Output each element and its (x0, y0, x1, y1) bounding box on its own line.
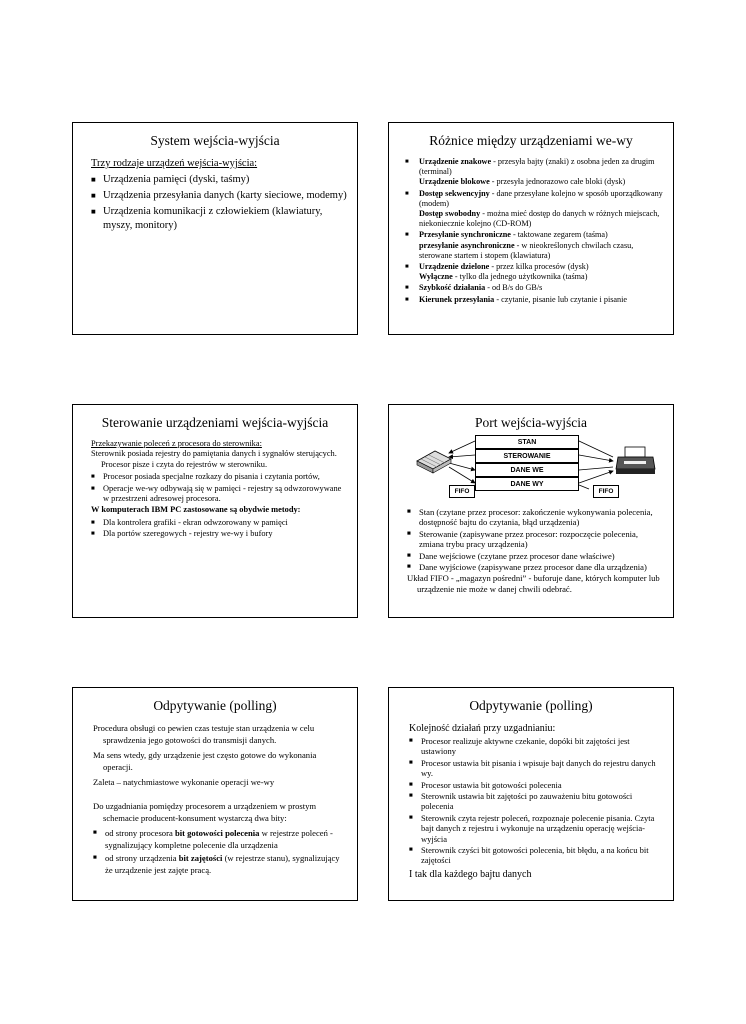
list-item: ■ Kierunek przesyłania - czytanie, pisanie lub czytanie i pisanie (405, 295, 663, 305)
list-item: ■ od strony urządzenia bit zajętości (w rejestrze stanu), sygnalizujący że urządzenie jest zajęte pracą. (93, 852, 347, 876)
fifo-note: Układ FIFO - „magazyn pośredni” - buforuje dane, których komputer lub urządzenie nie może w danej chwili odebrać. (407, 573, 660, 594)
list-item: ■ Dane wejściowe (czytane przez procesor dane właściwe) (407, 551, 663, 561)
bullet-list (407, 507, 663, 572)
list-item: ■ Dostęp sekwencyjny - dane przesyłane kolejno w sposób uporządkowany (modem) Dostęp swobodny - można mieć dostęp do danych w różnych miejscach, niekoniecznie kolejno (CD-ROM) (405, 189, 663, 230)
bullet-list (409, 736, 663, 866)
slide-footer: I tak dla każdego bajtu danych (409, 868, 532, 880)
slide-polling-1 (72, 687, 358, 901)
list-item: ■ Urządzenia komunikacji z człowiekiem (klawiatury, myszy, monitory) (91, 205, 347, 233)
list-item: ■ Procesor ustawia bit gotowości polecenia (409, 780, 663, 790)
list-item: ■ Urządzenie dzielone - przez kilka procesów (dysk) Wyłączne - tylko dla jednego użytkownika (taśma) (405, 262, 663, 282)
bullet-list (91, 173, 347, 233)
list-item: ■ Procesor ustawia bit pisania i wpisuje bajt danych do rejestru danych wy. (409, 758, 663, 779)
bullet-list (93, 827, 347, 876)
list-item: ■ Sterownik ustawia bit zajętości po zauważeniu bitu gotowości polecenia (409, 791, 663, 812)
fifo-left: FIFO (449, 485, 475, 498)
register-stan: STAN (475, 435, 579, 449)
list-item: ■ Sterowanie (zapisywane przez procesor: rozpoczęcie polecenia, zmiana trybu pracy urządzenia) (407, 529, 663, 550)
list-item: ■ Stan (czytane przez procesor: zakończenie wykonywania polecenia, dostępność bajtu do czytania, błąd urządzenia) (407, 507, 663, 528)
list-item: ■ Sterownik czyta rejestr poleceń, rozpoznaje polecenie pisania. Czyta bajt danych z rejestru i wykonuje na urządzeniu operację wejścia-wyjścia (409, 813, 663, 844)
list-item: ■ Przesyłanie synchroniczne - taktowane zegarem (taśma) przesyłanie asynchroniczne - w nieokreślonych chwilach czasu, sterowane startem i stopem (klawiatura) (405, 230, 663, 261)
slide-title: Port wejścia-wyjścia (474, 415, 588, 430)
bold-line: W komputerach IBM PC zastosowane są obydwie metody: (91, 505, 301, 515)
bullet-list (91, 518, 347, 540)
slide-device-differences (388, 122, 674, 335)
register-dane-we: DANE WE (475, 463, 579, 477)
slide-title: Odpytywanie (polling) (153, 698, 277, 713)
slide-device-control (72, 404, 358, 618)
list-item: ■ Urządzenia przesyłania danych (karty sieciowe, modemy) (91, 189, 347, 203)
slide-intro: Przekazywanie poleceń z procesora do sterownika: (91, 439, 262, 448)
paragraph: Do uzgadniania pomiędzy procesorem a urządzeniem w prostym schemacie producent-konsument wystarczą dwa bity: (93, 801, 317, 823)
slide-intro: Kolejność działań przy uzgadnianiu: (409, 723, 556, 734)
slide-title: Odpytywanie (polling) (469, 698, 593, 713)
list-item: ■ Szybkość działania - od B/s do GB/s (405, 283, 663, 293)
register-sterowanie: STEROWANIE (475, 449, 579, 463)
list-item: ■ od strony procesora bit gotowości polecenia w rejestrze poleceń - sygnalizujący kompletne polecenie dla urządzenia (93, 827, 347, 851)
list-item: ■ Dla kontrolera grafiki - ekran odwzorowany w pamięci (91, 518, 347, 528)
bullet-list (91, 472, 347, 504)
slide-io-system (72, 122, 358, 335)
list-item: ■ Urządzenie znakowe - przesyła bajty (znaki) z osobna jeden za drugim (terminal) Urządzenie blokowe - przesyła jednorazowo całe bloki (dysk) (405, 157, 663, 188)
slide-title: System wejścia-wyjścia (150, 133, 280, 148)
list-item: ■ Sterownik czyści bit gotowości polecenia, bit błędu, a na końcu bit zajętości (409, 845, 663, 866)
bullet-list (405, 157, 663, 305)
list-item: ■ Dane wyjściowe (zapisywane przez procesor dane dla urządzenia) (407, 562, 663, 572)
processor-chip-icon (413, 447, 453, 477)
slide-intro: Trzy rodzaje urządzeń wejścia-wyjścia: (91, 158, 258, 169)
paragraph: Ma sens wtedy, gdy urządzenie jest często gotowe do wykonania operacji. (93, 750, 317, 772)
register-dane-wy: DANE WY (475, 477, 579, 491)
fifo-right: FIFO (593, 485, 619, 498)
list-item: ■ Procesor posiada specjalne rozkazy do pisania i czytania portów, (91, 472, 347, 482)
printer-icon (615, 445, 657, 477)
slide-title: Sterowanie urządzeniami wejścia-wyjścia (101, 415, 329, 430)
paragraph: Procedura obsługi co pewien czas testuje stan urządzenia w celu sprawdzenia jego gotowości do transmisji danych. (93, 723, 315, 745)
list-item: ■ Procesor realizuje aktywne czekanie, dopóki bit zajętości jest ustawiony (409, 736, 663, 757)
paragraph: Zaleta – natychmiastowe wykonanie operacji we-wy (93, 777, 275, 787)
paragraph: Sterownik posiada rejestry do pamiętania danych i sygnałów sterujących. Procesor pisze i czyta do rejestrów w sterowniku. (91, 449, 337, 469)
slide-polling-2 (388, 687, 674, 901)
list-item: ■ Operacje we-wy odbywają się w pamięci - rejestry są odwzorowywane w przestrzeni adresowej procesora. (91, 484, 347, 505)
slide-title: Różnice między urządzeniami we-wy (429, 133, 633, 148)
list-item: ■ Urządzenia pamięci (dyski, taśmy) (91, 173, 347, 187)
port-diagram (389, 435, 673, 503)
slide-io-port (388, 404, 674, 618)
list-item: ■ Dla portów szeregowych - rejestry we-wy i bufory (91, 529, 347, 539)
